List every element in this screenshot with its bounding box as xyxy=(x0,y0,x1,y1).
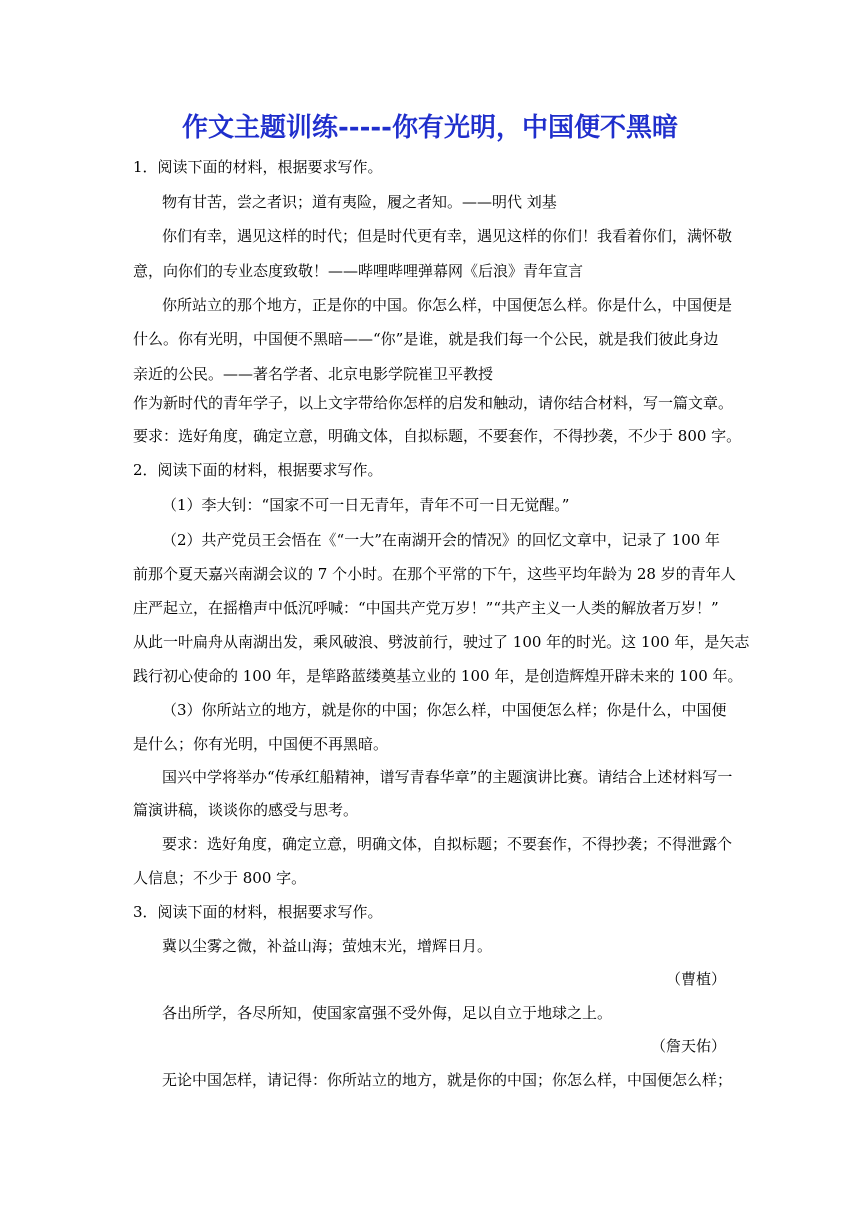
requirements-line: 要求：选好角度，确定立意，明确文体，自拟标题；不要套作，不得抄袭；不得泄露个 xyxy=(162,835,733,853)
question-2-heading: 2．阅读下面的材料，根据要求写作。 xyxy=(133,461,383,479)
material-text-line: 什么。你有光明，中国便不黑暗——“你”是谁，就是我们每一个公民，就是我们彼此身边 xyxy=(133,330,719,348)
prompt-text-line: 作为新时代的青年学子，以上文字带给你怎样的启发和触动，请你结合材料，写一篇文章。 xyxy=(133,394,734,412)
material-text-line: 你所站立的那个地方，正是你的中国。你怎么样，中国便怎么样。你是什么，中国便是 xyxy=(162,296,733,314)
material-text-line: 你们有幸，遇见这样的时代；但是时代更有幸，遇见这样的你们！我看着你们，满怀敬 xyxy=(162,227,733,245)
material-quote-line: 各出所学，各尽所知，使国家富强不受外侮，足以自立于地球之上。 xyxy=(162,1004,613,1022)
material-item-line: （3）你所站立的地方，就是你的中国；你怎么样，中国便怎么样；你是什么，中国便 xyxy=(162,701,727,719)
material-text-line: 亲近的公民。——著名学者、北京电影学院崔卫平教授 xyxy=(133,365,494,383)
page-title: 作文主题训练-----你有光明，中国便不黑暗 xyxy=(182,113,678,143)
quote-attribution: （曹植） xyxy=(665,970,726,988)
question-1-heading: 1．阅读下面的材料，根据要求写作。 xyxy=(133,158,383,176)
requirements-line: 要求：选好角度，确定立意，明确文体，自拟标题，不要套作，不得抄袭，不少于 800 字。 xyxy=(133,427,742,445)
prompt-text-line: 国兴中学将举办“传承红船精神，谱写青春华章”的主题演讲比赛。请结合上述材料写一 xyxy=(162,768,733,786)
material-text-line: 意，向你们的专业态度致敬！——哔哩哔哩弹幕网《后浪》青年宣言 xyxy=(133,262,584,280)
material-quote-line: 冀以尘雾之微，补益山海；萤烛末光，增辉日月。 xyxy=(162,937,493,955)
material-text-line: 从此一叶扁舟从南湖出发，乘风破浪、劈波前行，驶过了 100 年的时光。这 100 年，是矢志 xyxy=(133,633,750,651)
quote-attribution: （詹天佑） xyxy=(650,1037,726,1055)
material-text-line: 庄严起立，在摇橹声中低沉呼喊：“中国共产党万岁！”“共产主义一人类的解放者万岁！” xyxy=(133,599,719,617)
question-3-heading: 3．阅读下面的材料，根据要求写作。 xyxy=(133,903,383,921)
requirements-line: 人信息；不少于 800 字。 xyxy=(133,869,307,887)
material-quote-line: 无论中国怎样，请记得：你所站立的地方，就是你的中国；你怎么样，中国便怎么样； xyxy=(162,1071,733,1089)
material-text-line: 前那个夏天嘉兴南湖会议的 7 个小时。在那个平常的下午，这些平均年龄为 28 岁的青年人 xyxy=(133,565,736,583)
material-text-line: 践行初心使命的 100 年，是筚路蓝缕奠基立业的 100 年，是创造辉煌开辟未来的 100 年。 xyxy=(133,667,743,685)
material-item-line: （1）李大钊：“国家不可一日无青年，青年不可一日无觉醒。” xyxy=(162,496,570,514)
prompt-text-line: 篇演讲稿，谈谈你的感受与思考。 xyxy=(133,801,359,819)
material-item-line: （2）共产党员王会悟在《“一大”在南湖开会的情况》的回忆文章中，记录了 100 年 xyxy=(162,531,721,549)
material-quote-line: 物有甘苦，尝之者识；道有夷险，履之者知。——明代 刘基 xyxy=(162,193,557,211)
material-text-line: 是什么；你有光明，中国便不再黑暗。 xyxy=(133,735,389,753)
